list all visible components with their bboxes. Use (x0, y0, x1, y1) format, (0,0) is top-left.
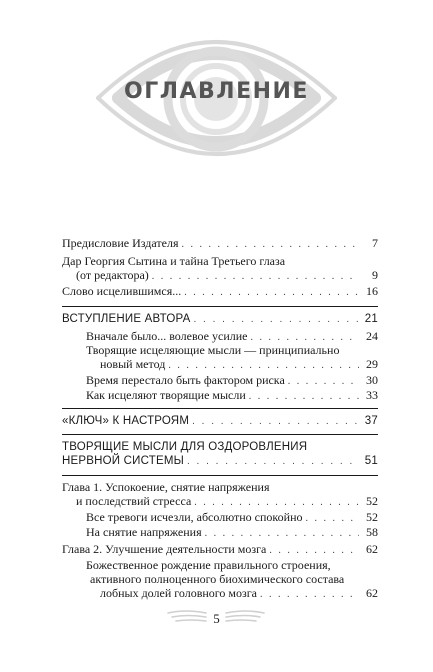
dot-leader (249, 390, 359, 404)
toc-entry (62, 284, 378, 300)
page-number: 5 (213, 611, 220, 626)
page-title: ОГЛАВЛЕНИЕ (124, 79, 309, 104)
toc-entry-page: 29 (366, 357, 378, 371)
toc-entry-page: 30 (366, 373, 378, 387)
toc-entry (86, 510, 378, 526)
dot-leader (193, 313, 359, 327)
toc-entry-page: 7 (372, 236, 378, 250)
toc-entry (86, 558, 378, 602)
dot-leader (205, 527, 359, 541)
toc-entry-title: лобных долей головного мозга (100, 586, 258, 600)
toc-entry (62, 236, 378, 252)
toc-entry-title-line: ТВОРЯЩИЕ МЫСЛИ ДЛЯ ОЗДОРОВЛЕНИЯ (62, 441, 308, 453)
dot-leader (306, 512, 360, 526)
toc-entry-title: и последствий стресса (76, 494, 192, 508)
toc-entry (62, 254, 378, 284)
dot-leader (152, 270, 359, 284)
toc-entry-title-line: Глава 1. Успокоение, снятие напряжения (62, 480, 270, 494)
dot-leader (260, 588, 359, 602)
dot-leader (269, 544, 359, 558)
dot-leader (181, 238, 359, 252)
toc-entry (86, 373, 378, 389)
toc-entry-page: 51 (364, 455, 378, 467)
toc-entry-page: 16 (366, 284, 378, 298)
toc-entry-title: «КЛЮЧ» К НАСТРОЯМ (62, 415, 190, 427)
toc-entry-title: Время перестало быть фактором риска (86, 373, 285, 387)
section-divider (62, 475, 378, 476)
toc-entry (86, 343, 378, 373)
toc-entry-page: 9 (372, 268, 378, 282)
toc-entry (86, 388, 378, 404)
toc-entry-title: Глава 2. Улучшение деятельности мозга (62, 542, 267, 556)
toc-entry-title: новый метод (100, 357, 166, 371)
toc-entry-title: Как исцеляют творящие мысли (86, 388, 246, 402)
toc-entry-title: ВСТУПЛЕНИЕ АВТОРА (62, 313, 191, 325)
toc-entry-title: Слово исцелившимся... (62, 284, 182, 298)
toc-entry-title-line: Дар Георгия Сытина и тайна Третьего глаза (62, 254, 286, 268)
dot-leader (168, 359, 359, 373)
section-divider (62, 434, 378, 435)
toc-entry-title-line: Божественное рождение правильного строения, (86, 558, 331, 572)
toc-entry-page: 62 (366, 586, 378, 600)
toc-entry-page: 52 (366, 494, 378, 508)
toc-entry-title: (от редактора) (76, 268, 149, 282)
eye-watermark-icon (0, 0, 433, 240)
toc-entry-page: 62 (366, 542, 378, 556)
dot-leader (194, 496, 359, 510)
toc-entry-page: 24 (366, 329, 378, 343)
toc-entry-page: 52 (366, 510, 378, 524)
section-divider (62, 408, 378, 409)
toc-entry-title-line: Творящие исцеляющие мысли — принципиально (86, 343, 340, 357)
toc-entry-title: Вначале было... волевое усилие (86, 329, 248, 343)
toc-entry-title: Предисловие Издателя (62, 236, 179, 250)
section-divider (62, 306, 378, 307)
toc-entry (86, 525, 378, 541)
toc-section-entry (62, 414, 378, 429)
toc-section-entry (62, 440, 378, 469)
toc-entry-title-line: активного полноценного биохимического состава (90, 572, 345, 586)
dot-leader (184, 286, 359, 300)
toc-entry (62, 542, 378, 558)
toc-entry-title: Все тревоги исчезли, абсолютно спокойно (86, 510, 303, 524)
toc-entry-page: 58 (366, 525, 378, 539)
toc-entry-page: 21 (364, 313, 378, 325)
dot-leader (192, 415, 359, 429)
toc-entry (62, 480, 378, 510)
toc-entry-title: НЕРВНОЙ СИСТЕМЫ (62, 455, 184, 467)
toc-entry-title: На снятие напряжения (86, 525, 202, 539)
toc-entry-page: 33 (366, 388, 378, 402)
dot-leader (187, 455, 359, 469)
toc-entry-page: 37 (364, 415, 378, 427)
dot-leader (288, 375, 359, 389)
toc-section-entry (62, 312, 378, 327)
